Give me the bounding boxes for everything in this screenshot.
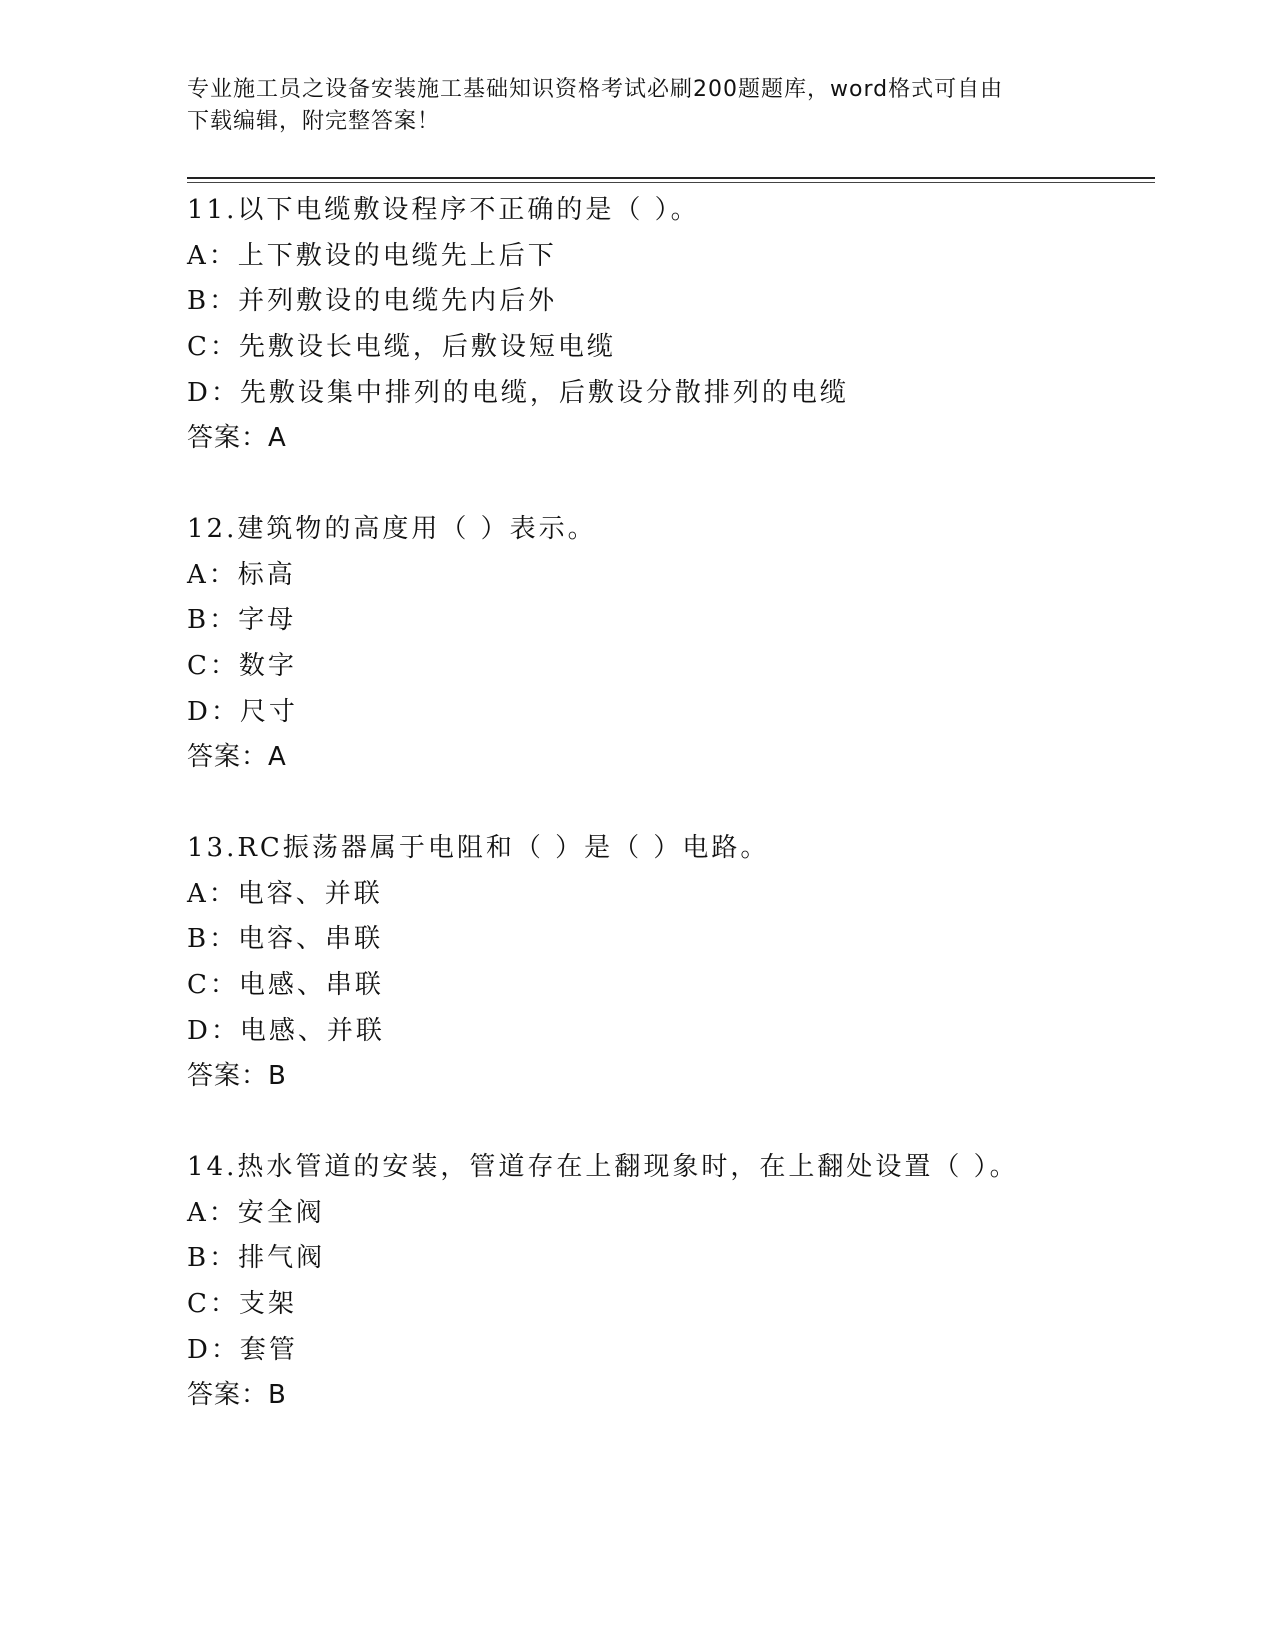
answer: 答案：B (187, 1061, 287, 1092)
option-d: D：先敷设集中排列的电缆，后敷设分散排列的电缆 (187, 377, 849, 408)
question-stem: 14.热水管道的安装，管道存在上翻现象时，在上翻处设置（ ）。 (187, 1152, 1019, 1182)
question-stem: 11.以下电缆敷设程序不正确的是（ ）。 (187, 195, 700, 225)
option-c: C：数字 (187, 651, 297, 682)
option-a: A：电容、并联 (187, 878, 383, 909)
question-12 (187, 507, 1147, 781)
option-c: C：支架 (187, 1289, 297, 1320)
option-b: B：并列敷设的电缆先内后外 (187, 286, 558, 317)
option-a: A：上下敷设的电缆先上后下 (187, 240, 557, 271)
document-header (187, 74, 1067, 138)
header-line-1: 专业施工员之设备安装施工基础知识资格考试必刷200题题库，word格式可自由 (187, 77, 1004, 102)
option-b: B：字母 (187, 605, 297, 636)
question-stem: 12.建筑物的高度用（ ）表示。 (187, 514, 597, 544)
answer: 答案：B (187, 1380, 287, 1411)
option-d: D：电感、并联 (187, 1015, 385, 1046)
question-13 (187, 826, 1147, 1100)
option-a: A：安全阀 (187, 1197, 325, 1228)
question-14 (187, 1145, 1147, 1419)
question-stem: 13.RC振荡器属于电阻和（ ）是（ ）电路。 (187, 833, 770, 863)
header-divider-thick (187, 177, 1155, 179)
answer: 答案：A (187, 742, 287, 773)
answer: 答案：A (187, 423, 287, 454)
option-d: D：套管 (187, 1334, 298, 1365)
option-d: D：尺寸 (187, 696, 298, 727)
header-line-2: 下载编辑，附完整答案！ (187, 109, 441, 134)
option-c: C：电感、串联 (187, 970, 384, 1001)
option-c: C：先敷设长电缆，后敷设短电缆 (187, 332, 616, 363)
option-b: B：电容、串联 (187, 924, 384, 955)
header-divider-thin (187, 182, 1155, 183)
question-11 (187, 188, 1147, 462)
option-b: B：排气阀 (187, 1243, 326, 1274)
option-a: A：标高 (187, 559, 296, 590)
